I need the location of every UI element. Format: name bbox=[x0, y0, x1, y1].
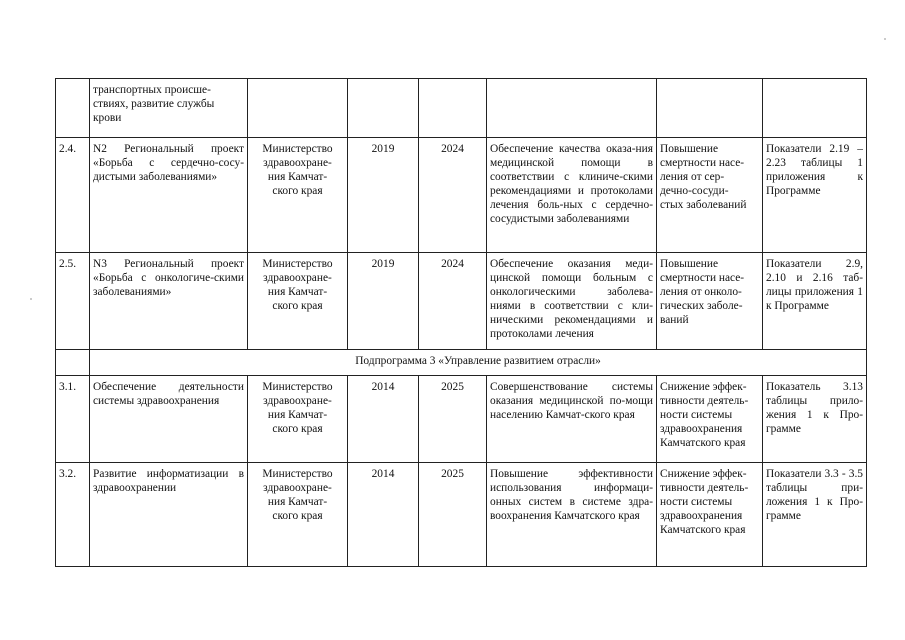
cell-consequence: Повышение смертности насе- ления от онколо- гических заболе- ваний bbox=[657, 253, 763, 350]
cell-num: 2.4. bbox=[56, 138, 90, 253]
table-row bbox=[56, 463, 867, 567]
cell-activity-name: Развитие информатизации в здравоохранении bbox=[90, 463, 248, 567]
cell-executor: Министерство здравоохране- ния Камчат- ского края bbox=[248, 253, 348, 350]
cell-indicators: Показатель 3.13 таблицы прило-жения 1 к Про-грамме bbox=[763, 376, 867, 463]
cell-expected-result: Совершенствование системы оказания медицинской по-мощи населению Камчат-ского края bbox=[487, 376, 657, 463]
scan-speck bbox=[30, 298, 32, 300]
table-row-continuation bbox=[56, 79, 867, 138]
cell-activity-name: Обеспечение деятельности системы здравоохранения bbox=[90, 376, 248, 463]
cell-consequence bbox=[657, 79, 763, 138]
table-row bbox=[56, 138, 867, 253]
cell-consequence: Снижение эффек- тивности деятель- ности системы здравоохранения Камчатского края bbox=[657, 376, 763, 463]
cell-end-year: 2025 bbox=[419, 376, 487, 463]
subprogram-heading: Подпрограмма 3 «Управление развитием отрасли» bbox=[90, 350, 867, 376]
cell-start-year bbox=[348, 79, 419, 138]
cell-start-year: 2014 bbox=[348, 376, 419, 463]
cell-num: 3.1. bbox=[56, 376, 90, 463]
table-row bbox=[56, 376, 867, 463]
cell-executor: Министерство здравоохране- ния Камчат- ского края bbox=[248, 376, 348, 463]
cell-indicators: Показатели 3.3 - 3.5 таблицы при-ложения 1 к Про-грамме bbox=[763, 463, 867, 567]
cell-num: 3.2. bbox=[56, 463, 90, 567]
program-activities-table bbox=[55, 78, 867, 567]
cell-indicators: Показатели 2.19 – 2.23 таблицы 1 приложения к Программе bbox=[763, 138, 867, 253]
cell-end-year: 2024 bbox=[419, 253, 487, 350]
cell-num: 2.5. bbox=[56, 253, 90, 350]
cell-expected-result: Повышение эффективности использования информаци-онных систем в системе здра-воохранения Камчатского края bbox=[487, 463, 657, 567]
table-row bbox=[56, 253, 867, 350]
cell-start-year: 2019 bbox=[348, 253, 419, 350]
cell-activity-name: N3 Региональный проект «Борьба с онкологиче-скими заболеваниями» bbox=[90, 253, 248, 350]
subprogram-row bbox=[56, 350, 867, 376]
cell-end-year: 2024 bbox=[419, 138, 487, 253]
cell-expected-result: Обеспечение оказания меди-цинской помощи больным с онкологическими заболева-ниями в соответствии с кли-ническими рекомендациями и протоколами лечения bbox=[487, 253, 657, 350]
cell-executor bbox=[248, 79, 348, 138]
cell-num bbox=[56, 350, 90, 376]
cell-indicators: Показатели 2.9, 2.10 и 2.16 таб-лицы приложения 1 к Программе bbox=[763, 253, 867, 350]
cell-activity-name: N2 Региональный проект «Борьба с сердечно-сосу-дистыми заболеваниями» bbox=[90, 138, 248, 253]
cell-start-year: 2019 bbox=[348, 138, 419, 253]
cell-expected-result: Обеспечение качества оказа-ния медицинской помощи в соответствии с клиниче-скими рекомендациями и протоколами лечения боль-ных с сердечно-сосудистыми заболеваниями bbox=[487, 138, 657, 253]
cell-end-year bbox=[419, 79, 487, 138]
cell-consequence: Снижение эффек- тивности деятель- ности системы здравоохранения Камчатского края bbox=[657, 463, 763, 567]
cell-end-year: 2025 bbox=[419, 463, 487, 567]
cell-expected-result bbox=[487, 79, 657, 138]
cell-indicators bbox=[763, 79, 867, 138]
cell-consequence: Повышение смертности насе- ления от сер- дечно-сосуди- стых заболеваний bbox=[657, 138, 763, 253]
scan-speck bbox=[884, 38, 886, 40]
cell-executor: Министерство здравоохране- ния Камчат- ского края bbox=[248, 138, 348, 253]
cell-executor: Министерство здравоохране- ния Камчат- ского края bbox=[248, 463, 348, 567]
cell-start-year: 2014 bbox=[348, 463, 419, 567]
cell-num bbox=[56, 79, 90, 138]
cell-activity-name: транспортных происше- ствиях, развитие службы крови bbox=[90, 79, 248, 138]
